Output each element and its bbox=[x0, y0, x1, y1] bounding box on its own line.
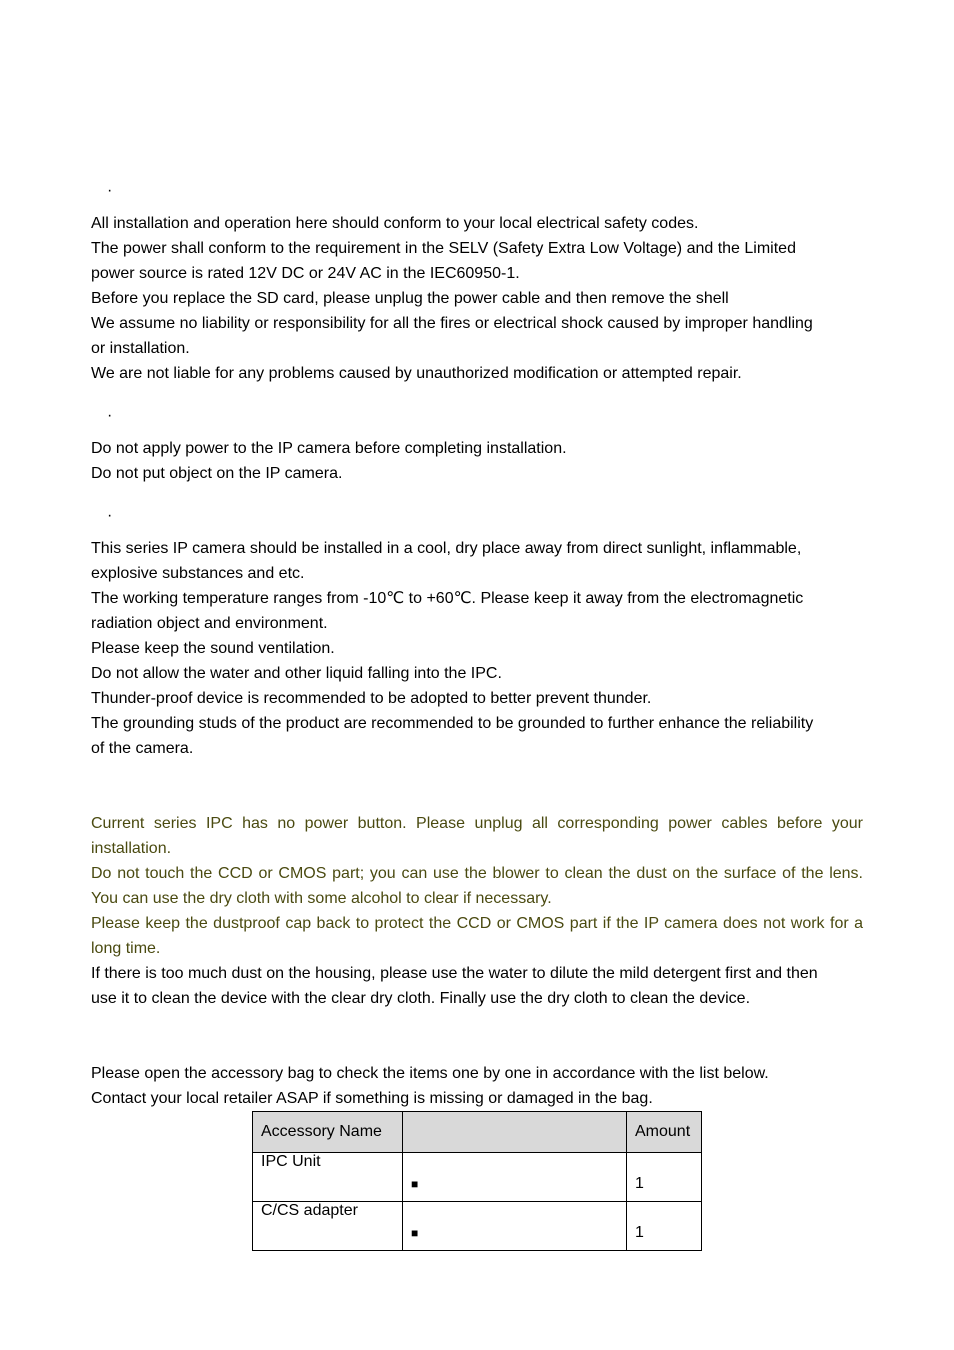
text-line: Please open the accessory bag to check the items one by one in accordance with the list below. bbox=[91, 1065, 769, 1082]
section-bullet: · bbox=[107, 407, 113, 424]
header-amount: Amount bbox=[627, 1112, 702, 1153]
text-line: Do not apply power to the IP camera before completing installation. bbox=[91, 440, 567, 457]
text-line: Contact your local retailer ASAP if something is missing or damaged in the bag. bbox=[91, 1090, 653, 1107]
cell-mark bbox=[403, 1153, 627, 1202]
cell-amount: 1 bbox=[627, 1202, 702, 1251]
text-line: All installation and operation here should conform to your local electrical safety codes. bbox=[91, 215, 699, 232]
environment-section bbox=[91, 536, 863, 761]
maintenance-paragraph: Do not touch the CCD or CMOS part; you can use the blower to clean the dust on the surface of the lens. You can use the dry cloth with some alcohol to clear if necessary. bbox=[91, 865, 863, 907]
operation-section bbox=[91, 436, 863, 486]
text-line: The power shall conform to the requirement in the SELV (Safety Extra Low Voltage) and the Limited bbox=[91, 240, 796, 257]
square-bullet-icon: ■ bbox=[411, 1226, 419, 1240]
maintenance-paragraph: Current series IPC has no power button. Please unplug all corresponding power cables before your installation. bbox=[91, 815, 863, 857]
text-line: explosive substances and etc. bbox=[91, 565, 305, 582]
text-line: The working temperature ranges from -10℃ to +60℃. Please keep it away from the electromagnetic bbox=[91, 590, 804, 607]
text-line: power source is rated 12V DC or 24V AC in the IEC60950-1. bbox=[91, 265, 520, 282]
header-accessory-name: Accessory Name bbox=[253, 1112, 403, 1153]
text-line: of the camera. bbox=[91, 740, 194, 757]
cell-amount: 1 bbox=[627, 1153, 702, 1202]
maintenance-section bbox=[91, 811, 863, 1011]
text-line: Do not put object on the IP camera. bbox=[91, 465, 343, 482]
accessory-table bbox=[252, 1111, 702, 1251]
text-line: Before you replace the SD card, please unplug the power cable and then remove the shell bbox=[91, 290, 729, 307]
text-line: use it to clean the device with the clear dry cloth. Finally use the dry cloth to clean the device. bbox=[91, 990, 751, 1007]
text-line: If there is too much dust on the housing, please use the water to dilute the mild detergent first and then bbox=[91, 965, 818, 982]
text-line: Please keep the sound ventilation. bbox=[91, 640, 335, 657]
text-line: radiation object and environment. bbox=[91, 615, 328, 632]
cell-mark bbox=[403, 1202, 627, 1251]
text-line: The grounding studs of the product are recommended to be grounded to further enhance the reliability bbox=[91, 715, 814, 732]
cell-accessory-name: IPC Unit bbox=[253, 1153, 403, 1202]
table-row bbox=[253, 1202, 702, 1251]
text-line: Thunder-proof device is recommended to be adopted to better prevent thunder. bbox=[91, 690, 652, 707]
table-row bbox=[253, 1153, 702, 1202]
section-bullet: · bbox=[107, 507, 113, 524]
accessory-intro bbox=[91, 1061, 863, 1111]
text-line: We assume no liability or responsibility for all the fires or electrical shock caused by improper handling bbox=[91, 315, 813, 332]
text-line: Do not allow the water and other liquid falling into the IPC. bbox=[91, 665, 502, 682]
header-blank bbox=[403, 1112, 627, 1153]
maintenance-paragraph: Please keep the dustproof cap back to protect the CCD or CMOS part if the IP camera does not work for a long time. bbox=[91, 915, 863, 957]
text-line: or installation. bbox=[91, 340, 190, 357]
text-line: We are not liable for any problems caused by unauthorized modification or attempted repair. bbox=[91, 365, 742, 382]
text-line: This series IP camera should be installed in a cool, dry place away from direct sunlight, inflammable, bbox=[91, 540, 802, 557]
cell-accessory-name: C/CS adapter bbox=[253, 1202, 403, 1251]
table-header-row bbox=[253, 1112, 702, 1153]
section-bullet: · bbox=[107, 182, 113, 199]
square-bullet-icon: ■ bbox=[411, 1177, 419, 1191]
electrical-safety-section bbox=[91, 211, 863, 386]
